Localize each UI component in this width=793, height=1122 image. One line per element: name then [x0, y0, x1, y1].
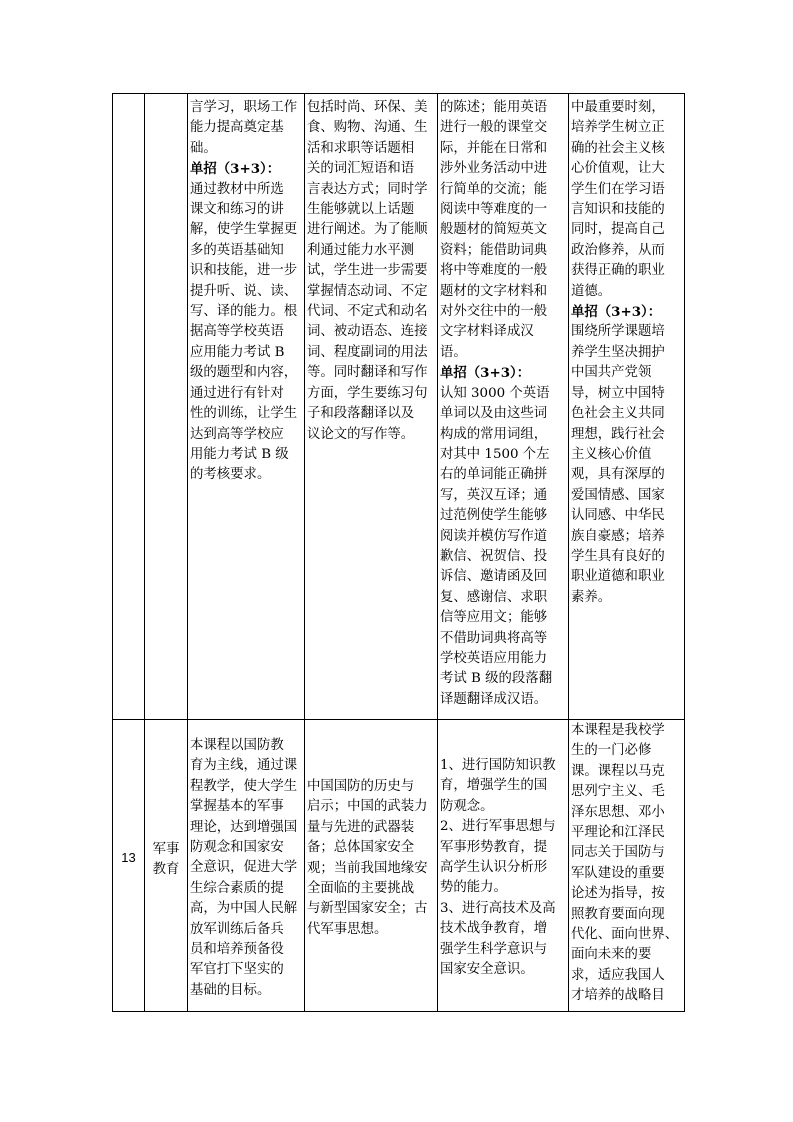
text-line: 掌握基本的军事	[190, 799, 284, 815]
text-line: 性的训练，让学生	[190, 406, 298, 422]
text-line: 势的能力。	[440, 880, 507, 896]
text-line: 方面，学生要练习句	[307, 385, 428, 401]
text-line: 活和求职等话题相	[307, 140, 415, 156]
text-line: 般题材的简短英文	[440, 222, 548, 238]
text-line: 量与先进的武器装	[307, 819, 415, 835]
text-line: 应用能力考试 B	[190, 344, 285, 360]
text-line: 对其中 1500 个左	[440, 446, 550, 462]
text-line: 理论，达到增强国	[190, 819, 298, 835]
curriculum-table	[112, 93, 685, 1012]
text-line: 育，增强学生的国	[440, 778, 548, 794]
row12-requirements-cell	[438, 98, 568, 710]
text-line: 观，具有深厚的	[571, 467, 665, 483]
text-line: 照教育要面向现	[571, 906, 665, 922]
text-line: 通过教材中所选	[190, 181, 284, 197]
text-line: 级的题型和内容，	[190, 365, 298, 381]
text-line: 族自豪感；培养	[571, 528, 665, 544]
text-line: 启示；中国的武装力	[307, 799, 428, 815]
text-line: 生综合素质的提	[190, 880, 284, 896]
text-line: 关的词汇短语和语	[307, 161, 415, 177]
text-line: 代词、不定式和动名	[307, 304, 428, 320]
text-line: 理想，践行社会	[571, 426, 665, 442]
text-line: 军事	[152, 842, 180, 857]
text-line: 国家安全意识。	[440, 962, 534, 978]
text-line: 用能力考试 B 级	[190, 446, 289, 462]
text-line: 学校英语应用能力	[440, 650, 548, 666]
text-line: 利通过能力水平测	[307, 242, 415, 258]
text-line: 单词以及由这些词	[440, 406, 548, 422]
text-line: 通过进行有针对	[190, 385, 284, 401]
text-line: 认知 3000 个英语	[440, 385, 550, 401]
text-line: 掌握情态动词、不定	[307, 283, 428, 299]
text-line: 认同感、中华民	[571, 508, 665, 524]
text-line: 进行阐述。为了能顺	[307, 222, 428, 238]
text-line: 高，为中国人民解	[190, 901, 298, 917]
text-line: 子和段落翻译以及	[307, 406, 415, 422]
text-line: 歉信、祝贺信、投	[440, 548, 548, 564]
text-line: 防观念。	[440, 798, 494, 814]
text-line: 过范例使学生能够	[440, 508, 548, 524]
text-line: 词、程度副词的用法	[307, 344, 428, 360]
text-line: 3、进行高技术及高	[440, 900, 556, 916]
text-line: 才培养的战略目	[571, 988, 665, 1004]
text-line: 军队建设的重要	[571, 865, 665, 881]
text-line: 识和技能，进一步	[190, 263, 298, 279]
text-line: 础。	[190, 140, 217, 156]
text-line: 中国共产党领	[571, 365, 652, 381]
text-line: 资料；能借助词典	[440, 242, 548, 258]
text-line: 观；当前我国地缘安	[307, 860, 428, 876]
row12-ideology-cell	[569, 98, 685, 608]
text-line: 主义核心价值	[571, 446, 652, 462]
text-line: 译题翻译成汉语。	[440, 691, 548, 707]
text-line: 中国国防的历史与	[307, 779, 415, 794]
text-line: 本课程以国防教	[190, 738, 284, 753]
text-line: 考试 B 级的段落翻	[440, 671, 553, 687]
text-line: 写，英汉互译；通	[440, 487, 548, 503]
text-line: 多的英语基础知	[190, 242, 284, 258]
text-line: 信等应用文；能够	[440, 610, 548, 626]
row-number: 13	[121, 850, 136, 865]
text-line: 代化、面向世界、	[571, 927, 679, 943]
text-line: 议论文的写作等。	[307, 426, 415, 442]
text-line: 右的单词能正确拼	[440, 467, 548, 483]
text-line: 道德。	[571, 283, 612, 299]
text-line: 素养。	[571, 589, 612, 605]
text-line: 学生具有良好的	[571, 548, 665, 564]
text-line: 解，使学生掌握更	[190, 222, 298, 238]
text-line: 色社会主义共同	[571, 406, 665, 422]
row13-requirements-cell	[438, 756, 568, 980]
text-line: 同志关于国防与	[571, 845, 665, 861]
section-heading: 单招（3+3）：	[440, 365, 531, 382]
text-line: 不借助词典将高等	[440, 630, 548, 646]
text-line: 军官打下坚实的	[190, 962, 284, 978]
text-line: 放军训练后备兵	[190, 921, 284, 937]
text-line: 词、被动语态、连接	[307, 324, 428, 340]
text-line: 言表达方式；同时学	[307, 181, 428, 197]
text-line: 论述为指导，按	[571, 886, 665, 902]
text-line: 涉外业务活动中进	[440, 161, 548, 177]
text-line: 获得正确的职业	[571, 263, 665, 279]
text-line: 员和培养预备役	[190, 942, 284, 958]
text-line: 能力提高奠定基	[190, 120, 284, 136]
text-line: 阅读并模仿写作道	[440, 528, 548, 544]
text-line: 将中等难度的一般	[440, 263, 548, 279]
text-line: 教育	[152, 862, 180, 878]
row-divider	[113, 719, 684, 720]
text-line: 全面临的主要挑战	[307, 881, 415, 897]
text-line: 职业道德和职业	[571, 569, 665, 585]
text-line: 备；总体国家安全	[307, 840, 415, 856]
text-line: 生能够就以上话题	[307, 202, 415, 218]
text-line: 思列宁主义、毛	[571, 784, 665, 800]
text-line: 达到高等学校应	[190, 426, 284, 442]
text-line: 行简单的交流；能	[440, 181, 548, 197]
text-line: 1、进行国防知识教	[440, 758, 556, 773]
text-line: 包括时尚、环保、美	[307, 100, 428, 115]
text-line: 防观念和国家安	[190, 840, 284, 856]
text-line: 爱国情感、国家	[571, 487, 665, 503]
text-line: 围绕所学课题培	[571, 324, 665, 340]
text-line: 写、译的能力。根	[190, 304, 298, 320]
text-line: 题材的文字材料和	[440, 283, 548, 299]
text-line: 导，树立中国特	[571, 385, 665, 401]
text-line: 培养学生树立正	[571, 120, 665, 136]
text-line: 2、进行军事思想与	[440, 819, 556, 835]
text-line: 代军事思想。	[307, 921, 388, 937]
text-line: 与新型国家安全；古	[307, 901, 428, 917]
text-line: 据高等学校英语	[190, 324, 284, 340]
text-line: 本课程是我校学	[571, 723, 665, 738]
text-line: 求，适应我国人	[571, 967, 665, 983]
text-line: 确的社会主义核	[571, 140, 665, 156]
section-heading: 单招（3+3）：	[571, 304, 662, 321]
text-line: 课文和练习的讲	[190, 202, 284, 218]
text-line: 进行一般的课堂交	[440, 120, 548, 136]
text-line: 对外交往中的一般	[440, 304, 548, 320]
text-line: 基础的目标。	[190, 982, 271, 998]
text-line: 语。	[440, 344, 467, 360]
text-line: 言学习，职场工作	[190, 100, 298, 115]
text-line: 构成的常用词组，	[440, 426, 548, 442]
text-line: 学生们在学习语	[571, 181, 665, 197]
row13-objectives-cell	[188, 736, 304, 1001]
text-line: 强学生科学意识与	[440, 941, 548, 957]
text-line: 言知识和技能的	[571, 202, 665, 218]
text-line: 际，并能在日常和	[440, 140, 548, 156]
text-line: 等。同时翻译和写作	[307, 365, 428, 381]
text-line: 课。课程以马克	[571, 763, 665, 779]
text-line: 军事形势教育，提	[440, 839, 548, 855]
text-line: 试，学生进一步需要	[307, 263, 428, 279]
text-line: 高学生认识分析形	[440, 860, 548, 876]
text-line: 复、感谢信、求职	[440, 589, 548, 605]
text-line: 同时，提高自己	[571, 222, 665, 238]
text-line: 政治修养，从而	[571, 242, 665, 258]
text-line: 平理论和江泽民	[571, 825, 665, 841]
text-line: 全意识，促进大学	[190, 860, 298, 876]
text-line: 育为主线，通过课	[190, 758, 298, 774]
row13-ideology-cell	[569, 721, 685, 1007]
text-line: 的陈述；能用英语	[440, 100, 548, 115]
text-line: 中最重要时刻，	[571, 100, 665, 115]
row13-content-cell	[305, 777, 437, 940]
text-line: 心价值观，让大	[571, 161, 665, 177]
row12-objectives-cell	[188, 98, 304, 486]
row12-content-cell	[305, 98, 437, 445]
text-line: 面向未来的要	[571, 947, 652, 963]
section-heading: 单招（3+3）：	[190, 161, 281, 178]
text-line: 提升听、说、读、	[190, 283, 298, 299]
text-line: 诉信、邀请函及回	[440, 569, 548, 585]
text-line: 技术战争教育，增	[440, 921, 548, 937]
text-line: 生的一门必修	[571, 743, 652, 759]
text-line: 泽东思想、邓小	[571, 804, 665, 820]
text-line: 文字材料译成汉	[440, 324, 534, 340]
course-name	[145, 840, 187, 881]
text-line: 程教学，使大学生	[190, 778, 298, 794]
text-line: 食、购物、沟通、生	[307, 120, 428, 136]
text-line: 养学生坚决拥护	[571, 344, 665, 360]
text-line: 的考核要求。	[190, 467, 271, 483]
text-line: 阅读中等难度的一	[440, 202, 548, 218]
